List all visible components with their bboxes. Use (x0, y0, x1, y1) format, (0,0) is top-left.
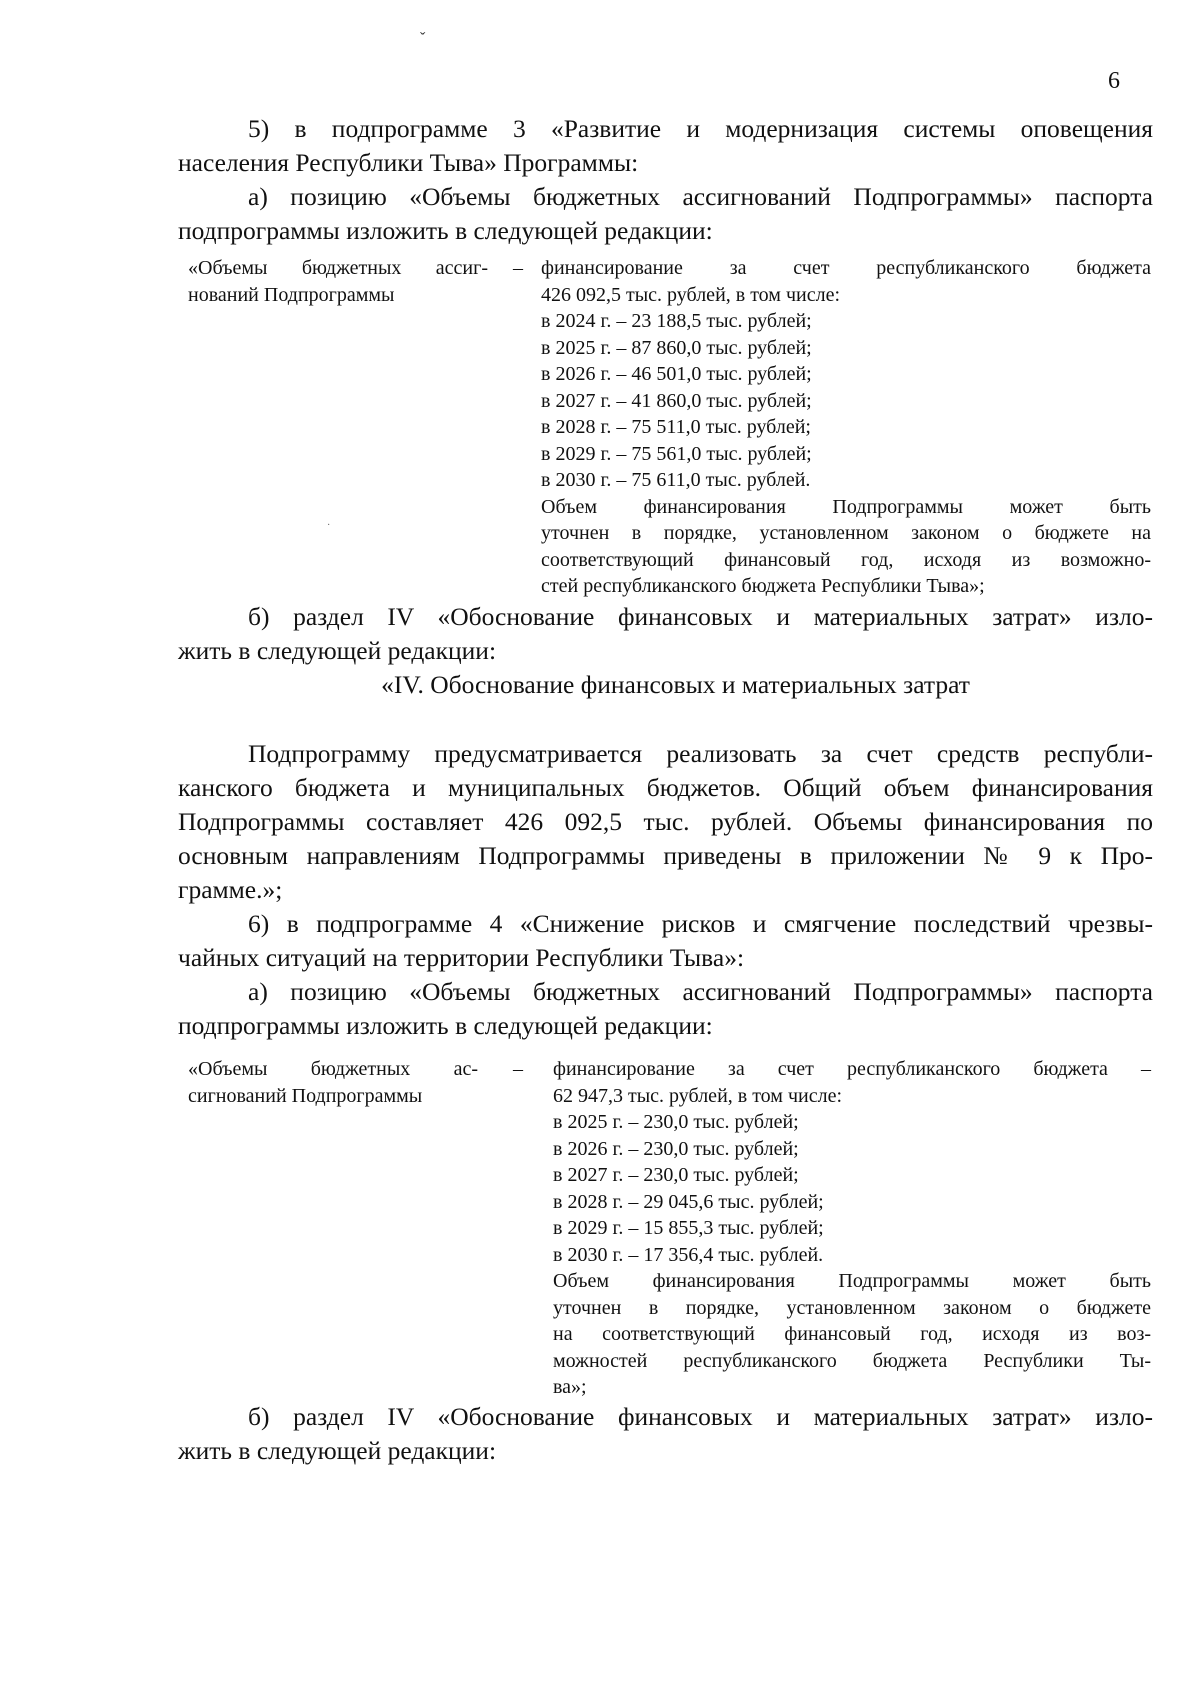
table-line: ва»; (553, 1376, 587, 1398)
table-line: в 2026 г. – 230,0 тыс. рублей; (553, 1137, 799, 1160)
paragraph: чайных ситуаций на территории Республики Тыва»: (178, 943, 745, 972)
table-label: «Объемы бюджетных ас- (188, 1058, 478, 1080)
table-line: стей республиканского бюджета Республики Тыва»; (541, 575, 985, 597)
table-label: нований Подпрограммы (188, 283, 395, 306)
table-dash: – (513, 257, 523, 279)
paragraph-line: грамме.»; (178, 875, 283, 904)
item5-heading (178, 112, 1153, 248)
table-line: в 2029 г. – 15 855,3 тыс. рублей; (553, 1217, 824, 1239)
table-left-cell (188, 1056, 478, 1109)
paragraph: подпрограммы изложить в следующей редакции: (178, 1011, 713, 1040)
paragraph-line: Подпрограмму предусматривается реализовать за счет средств республи- (248, 739, 1153, 768)
table-line: финансирование за счет республиканского бюджета – (553, 1058, 1151, 1080)
paragraph: а) позицию «Объемы бюджетных ассигнований Подпрограммы» паспорта (248, 182, 1153, 211)
table-line: в 2030 г. – 75 611,0 тыс. рублей. (541, 469, 811, 491)
paragraph-line: канского бюджета и муниципальных бюджетов. Общий объем финансирования (178, 773, 1153, 802)
table-line: финансирование за счет республиканского бюджета (541, 257, 1151, 279)
table-line: уточнен в порядке, установленном законом о бюджете (553, 1296, 1151, 1319)
paragraph: жить в следующей редакции: (178, 636, 497, 665)
table-line: в 2025 г. – 87 860,0 тыс. рублей; (541, 336, 812, 359)
table-line: 62 947,3 тыс. рублей, в том числе: (553, 1084, 843, 1107)
item5-body (178, 737, 1153, 907)
paragraph: жить в следующей редакции: (178, 1436, 497, 1465)
item5-section-b (178, 600, 1153, 702)
table-dash: – (513, 1058, 523, 1080)
table-line: в 2026 г. – 46 501,0 тыс. рублей; (541, 363, 812, 385)
table-line: уточнен в порядке, установленном законом о бюджете на (541, 522, 1151, 544)
section-title: «IV. Обоснование финансовых и материальных затрат (381, 670, 970, 699)
table-label: «Объемы бюджетных ассиг- (188, 257, 488, 279)
table-line: в 2024 г. – 23 188,5 тыс. рублей; (541, 310, 812, 332)
table-line: в 2027 г. – 230,0 тыс. рублей; (553, 1164, 799, 1186)
table-line: в 2027 г. – 41 860,0 тыс. рублей; (541, 389, 812, 412)
scan-artifact: · (327, 520, 331, 531)
item6-heading (178, 907, 1153, 1043)
table-line: на соответствующий финансовый год, исходя из воз- (553, 1323, 1151, 1345)
table-line: в 2028 г. – 75 511,0 тыс. рублей; (541, 416, 811, 438)
table-line: соответствующий финансовый год, исходя из возможно- (541, 548, 1151, 571)
page-number: 6 (1108, 68, 1120, 94)
table-line: 426 092,5 тыс. рублей, в том числе: (541, 283, 841, 306)
table-line: в 2025 г. – 230,0 тыс. рублей; (553, 1111, 799, 1133)
table-line: Объем финансирования Подпрограммы может быть (541, 495, 1151, 518)
table-line: в 2030 г. – 17 356,4 тыс. рублей. (553, 1243, 824, 1266)
table-line: Объем финансирования Подпрограммы может быть (553, 1270, 1151, 1292)
table-label: сигнований Подпрограммы (188, 1084, 423, 1107)
table-right-cell (553, 1056, 1151, 1401)
paragraph-line: Подпрограммы составляет 426 092,5 тыс. рублей. Объемы финансирования по (178, 807, 1153, 836)
paragraph: 5) в подпрограмме 3 «Развитие и модернизация системы оповещения (248, 114, 1153, 143)
table-left-cell (188, 255, 488, 308)
paragraph: подпрограммы изложить в следующей редакции: (178, 216, 713, 245)
item6-section-b (178, 1400, 1153, 1468)
paragraph: б) раздел IV «Обоснование финансовых и материальных затрат» изло- (248, 602, 1153, 631)
paragraph-line: основным направлениям Подпрограммы приведены в приложении № 9 к Про- (178, 841, 1153, 870)
paragraph: 6) в подпрограмме 4 «Снижение рисков и смягчение последствий чрезвы- (248, 909, 1153, 938)
paragraph: б) раздел IV «Обоснование финансовых и материальных затрат» изло- (248, 1402, 1153, 1431)
table-right-cell (541, 255, 1151, 600)
paragraph: а) позицию «Объемы бюджетных ассигнований Подпрограммы» паспорта (248, 977, 1153, 1006)
scan-artifact: ˇ (420, 30, 426, 47)
paragraph: населения Республики Тыва» Программы: (178, 148, 639, 177)
table-line: можностей республиканского бюджета Республики Ты- (553, 1349, 1151, 1372)
table-line: в 2028 г. – 29 045,6 тыс. рублей; (553, 1190, 824, 1213)
table-line: в 2029 г. – 75 561,0 тыс. рублей; (541, 442, 812, 465)
